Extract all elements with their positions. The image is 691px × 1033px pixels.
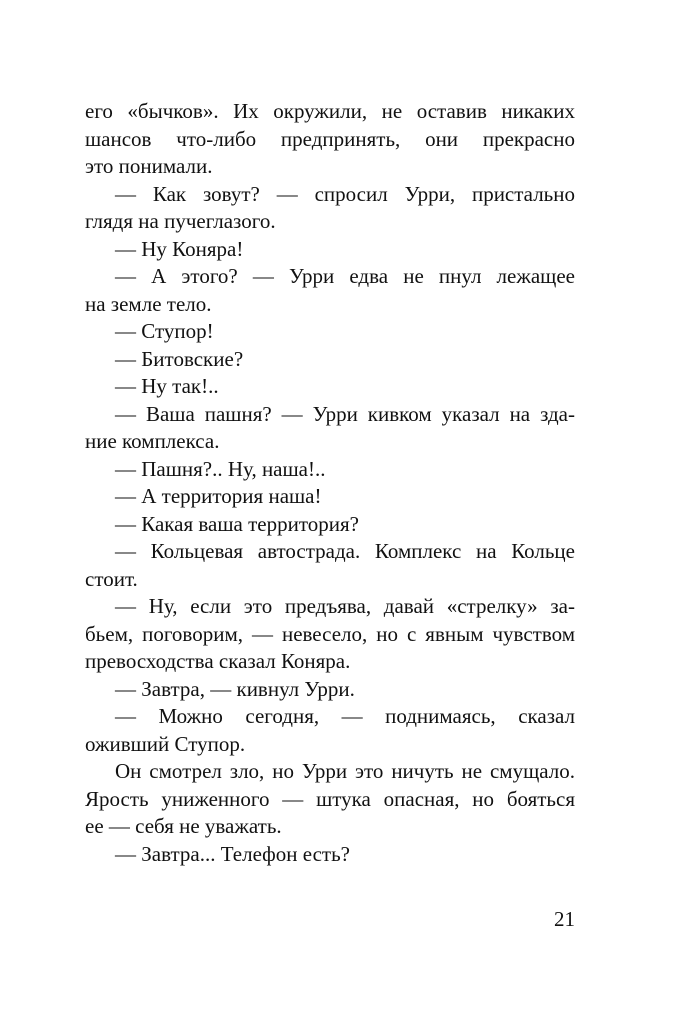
text-line: Он смотрел зло, но Урри это ничуть не смущало. xyxy=(115,759,575,783)
text-line: стоит. xyxy=(85,566,138,591)
text-line: шансов что-либо предпринять, они прекрасно xyxy=(85,126,575,151)
text-line: превосходства сказал Коняра. xyxy=(85,649,351,673)
text-line: ее — себя не уважать. xyxy=(85,814,282,838)
text-line: это понимали. xyxy=(85,154,213,178)
text-line: — А территория наша! xyxy=(115,484,322,508)
text-line: — А этого? — Урри едва не пнул лежащее xyxy=(115,264,575,288)
text-line: на земле тело. xyxy=(85,291,212,316)
text-line: — Ну так!.. xyxy=(115,374,219,398)
text-line: — Можно сегодня, — поднимаясь, сказал xyxy=(115,704,575,728)
text-line: Ярость униженного — штука опасная, но бояться xyxy=(85,786,575,811)
text-line: — Ступор! xyxy=(115,319,214,343)
text-line: его «бычков». Их окружили, не оставив никаких xyxy=(85,99,575,123)
page-number: 21 xyxy=(554,907,575,931)
text-line: глядя на пучеглазого. xyxy=(85,209,276,233)
text-line: оживший Ступор. xyxy=(85,731,246,756)
text-line: — Завтра, — кивнул Урри. xyxy=(115,676,355,701)
text-line: — Как зовут? — спросил Урри, пристально xyxy=(115,181,575,206)
text-line: — Какая ваша территория? xyxy=(115,511,359,536)
text-line: — Кольцевая автострада. Комплекс на Кольце xyxy=(115,539,575,563)
text-line: — Ну Коняра! xyxy=(115,236,244,261)
text-line: — Завтра... Телефон есть? xyxy=(115,841,350,866)
text-line: бьем, поговорим, — невесело, но с явным чувством xyxy=(85,621,575,646)
page-body xyxy=(85,98,575,868)
text-line: — Битовские? xyxy=(115,346,244,371)
text-line: — Пашня?.. Ну, наша!.. xyxy=(115,456,326,481)
text-line: — Ну, если это предъява, давай «стрелку» за- xyxy=(115,594,575,618)
text-line: ние комплекса. xyxy=(85,429,220,453)
text-line: — Ваша пашня? — Урри кивком указал на зда- xyxy=(115,401,575,426)
